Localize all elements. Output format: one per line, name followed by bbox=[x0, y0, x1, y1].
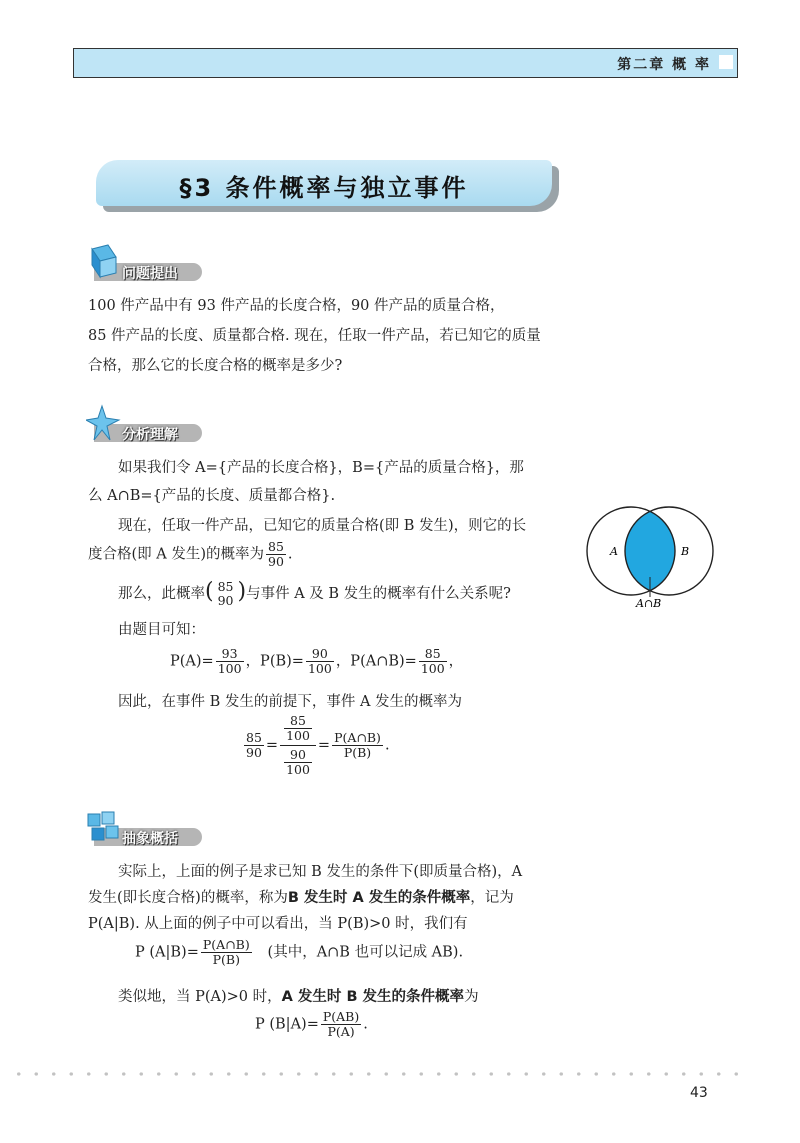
formula-2-end: . bbox=[363, 1016, 368, 1033]
section-title: §3 条件概率与独立事件 bbox=[179, 174, 469, 202]
denominator: P(B) bbox=[212, 952, 240, 967]
equals-2: = bbox=[317, 737, 331, 754]
numerator: 90 bbox=[284, 748, 312, 763]
section-title-box bbox=[96, 160, 552, 206]
numerator: 85 bbox=[268, 539, 284, 554]
numerator: 93 bbox=[216, 647, 244, 662]
abstract-line-2 bbox=[88, 886, 514, 910]
denominator: 100 bbox=[286, 762, 310, 777]
fraction-85-90-b bbox=[216, 580, 236, 608]
formula-1-left: P (A|B)= bbox=[135, 944, 199, 961]
header-square bbox=[719, 55, 733, 69]
blocks-icon bbox=[86, 808, 122, 848]
pa-label: P(A)= bbox=[170, 653, 214, 670]
numerator: P(A∩B) bbox=[202, 937, 250, 952]
analysis-line-4: 度合格(即 A 发生)的概率为 $\frac{85}{90}$ . bbox=[88, 539, 293, 569]
compound-fraction bbox=[280, 714, 316, 777]
abstract-line-2c: ，记为 bbox=[470, 890, 514, 906]
analysis-line-6: 由题目可知： bbox=[118, 622, 205, 638]
fraction-90-100-b bbox=[284, 748, 312, 777]
conditional-prob-term-2: A 发生时 B 发生的条件概率 bbox=[281, 989, 465, 1005]
numerator: 85 bbox=[246, 730, 262, 745]
numerator: P(A∩B) bbox=[334, 730, 381, 745]
denominator: 90 bbox=[268, 554, 284, 569]
problem-section-label bbox=[86, 243, 206, 285]
problem-label-text: 问题提出 bbox=[122, 266, 178, 282]
probability-equation bbox=[170, 647, 463, 676]
fraction-85-90-c bbox=[244, 731, 264, 760]
denominator: 90 bbox=[217, 593, 234, 608]
analysis-line-2: 么 A∩B={产品的长度、质量都合格}. bbox=[88, 488, 336, 504]
conditional-equation bbox=[242, 714, 390, 777]
abstract-line-3: P(A|B). 从上面的例子中可以看出，当 P(B)>0 时，我们有 bbox=[88, 916, 468, 932]
abstract-line-4 bbox=[118, 985, 479, 1009]
formula-2-fraction bbox=[321, 1010, 361, 1039]
cube-icon bbox=[86, 243, 122, 283]
denominator: P(A) bbox=[327, 1024, 355, 1039]
chapter-title: 第二章 概 率 bbox=[617, 57, 711, 73]
denominator: 100 bbox=[286, 728, 310, 743]
fraction-93-100 bbox=[216, 647, 244, 676]
eq1-end: ， bbox=[448, 653, 464, 670]
analysis-line-5a: 那么，此概率 bbox=[118, 586, 205, 602]
analysis-line-5: 那么，此概率( 85 90 )与事件 A 及 B 发生的概率有什么关系呢? bbox=[118, 579, 511, 608]
venn-diagram bbox=[578, 505, 726, 613]
numerator: 85 bbox=[419, 647, 447, 662]
fraction-pab-pb bbox=[332, 731, 383, 760]
formula-1 bbox=[135, 938, 463, 967]
analysis-label-text: 分析理解 bbox=[122, 427, 178, 443]
analysis-section-label bbox=[86, 404, 206, 446]
fraction-85-100 bbox=[419, 647, 447, 676]
fraction-85-100-b bbox=[284, 714, 312, 743]
analysis-line-4-text: 度合格(即 A 发生)的概率为 bbox=[88, 546, 265, 563]
abstract-line-1: 实际上，上面的例子是求已知 B 发生的条件下(即质量合格)，A bbox=[118, 864, 523, 880]
problem-line-3: 合格，那么它的长度合格的概率是多少? bbox=[88, 358, 343, 374]
compound-numerator bbox=[280, 714, 316, 746]
equals-1: = bbox=[265, 737, 279, 754]
analysis-line-3: 现在，任取一件产品，已知它的质量合格(即 B 发生)，则它的长 bbox=[118, 518, 527, 534]
dotted-divider bbox=[10, 1071, 740, 1077]
analysis-line-1: 如果我们令 A={产品的长度合格}，B={产品的质量合格}，那 bbox=[118, 460, 524, 476]
label-a: A bbox=[610, 545, 618, 558]
numerator: P(AB) bbox=[322, 1009, 360, 1024]
label-b: B bbox=[681, 545, 690, 558]
label-ab: A∩B bbox=[636, 597, 662, 610]
analysis-line-5b: 与事件 A 及 B 发生的概率有什么关系呢? bbox=[246, 586, 511, 602]
pab-label: ，P(A∩B)= bbox=[335, 653, 417, 670]
problem-line-1: 100 件产品中有 93 件产品的长度合格，90 件产品的质量合格， bbox=[88, 298, 505, 314]
formula-2-left: P (B|A)= bbox=[255, 1016, 319, 1033]
denominator: 100 bbox=[307, 661, 332, 676]
formula-1-fraction bbox=[201, 938, 252, 967]
abstract-line-2a: 发生(即长度合格)的概率，称为 bbox=[88, 890, 288, 906]
formula-1-note: (其中，A∩B 也可以记成 AB). bbox=[267, 944, 464, 961]
conditional-prob-term: B 发生时 A 发生的条件概率 bbox=[287, 890, 471, 906]
problem-line-2: 85 件产品的长度、质量都合格. 现在，任取一件产品，若已知它的质量 bbox=[88, 328, 541, 344]
chapter-header-bar bbox=[73, 48, 738, 78]
denominator: P(B) bbox=[343, 745, 372, 760]
pb-label: ，P(B)= bbox=[245, 653, 304, 670]
numerator: 85 bbox=[217, 579, 234, 594]
eq2-end: . bbox=[384, 737, 390, 754]
star-icon bbox=[86, 404, 122, 444]
fraction-90-100 bbox=[306, 647, 334, 676]
fraction-85-90 bbox=[266, 540, 286, 569]
abstract-line-4a: 类似地，当 P(A)>0 时， bbox=[118, 989, 282, 1005]
formula-2 bbox=[255, 1010, 368, 1039]
numerator: 90 bbox=[306, 647, 334, 662]
denominator: 90 bbox=[246, 745, 262, 760]
abstract-line-4c: 为 bbox=[464, 989, 479, 1005]
analysis-line-7: 因此，在事件 B 发生的前提下，事件 A 发生的概率为 bbox=[118, 694, 463, 710]
abstract-section-label bbox=[86, 808, 206, 850]
compound-denominator bbox=[280, 746, 316, 777]
abstract-label-text: 抽象概括 bbox=[122, 831, 178, 847]
denominator: 100 bbox=[217, 661, 242, 676]
denominator: 100 bbox=[420, 661, 445, 676]
page-number: 43 bbox=[690, 1085, 708, 1101]
numerator: 85 bbox=[284, 714, 312, 729]
